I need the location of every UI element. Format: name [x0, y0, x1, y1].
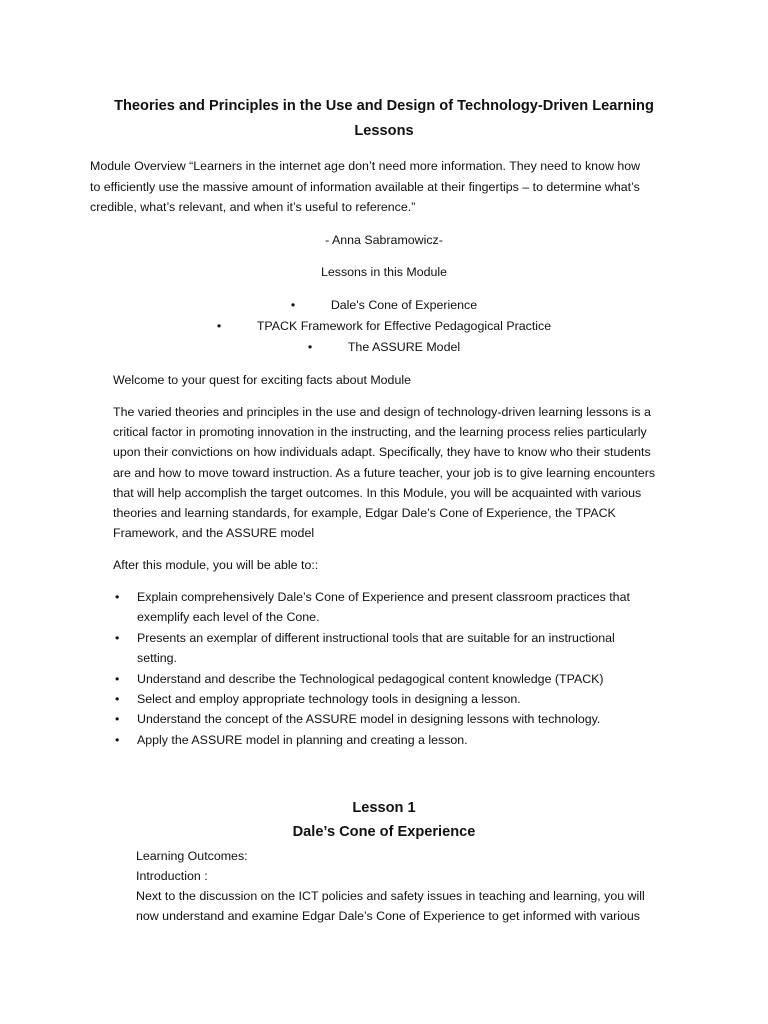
- list-item: [113, 587, 683, 628]
- title-line-1: Theories and Principles in the Use and Design of Technology-Driven Learning: [114, 98, 654, 114]
- list-item: [113, 709, 683, 729]
- bullet-icon: •: [115, 590, 120, 604]
- outcome-line-2: exemplify each level of the Cone.: [137, 610, 320, 625]
- lesson-item-label: TPACK Framework for Effective Pedagogical Practice: [256, 319, 552, 333]
- intro-line: that will help accomplish the target outcomes. In this Module, you will be acquainted with various: [113, 485, 642, 500]
- module-overview: [90, 156, 680, 218]
- overview-line-2: to efficiently use the massive amount of information available at their fingertips – to determine what’s: [90, 179, 640, 194]
- bullet-icon: •: [290, 298, 296, 312]
- introduction-label: Introduction :: [136, 869, 208, 883]
- bullet-icon: •: [115, 630, 120, 645]
- bullet-icon: •: [115, 712, 120, 727]
- list-item: [113, 669, 683, 689]
- bullet-icon: •: [216, 319, 222, 333]
- lesson-number: Lesson 1: [352, 800, 416, 816]
- lesson-body-line: Next to the discussion on the ICT policies and safety issues in teaching and learning, you will: [136, 889, 645, 903]
- title-line-2: Lessons: [354, 123, 414, 139]
- bullet-icon: •: [115, 671, 120, 686]
- list-item: [113, 730, 683, 750]
- lesson-body-line: now understand and examine Edgar Dale’s Cone of Experience to get informed with various: [136, 909, 640, 923]
- outcome-line-1: Understand and describe the Technological pedagogical content knowledge (TPACK): [137, 671, 604, 686]
- outcome-line-1: Presents an exemplar of different instructional tools that are suitable for an instructional: [137, 630, 615, 645]
- lesson-title: Dale’s Cone of Experience: [292, 824, 476, 840]
- lesson-body: [136, 846, 676, 926]
- list-item: [90, 337, 678, 358]
- list-item: [90, 295, 678, 316]
- outcomes-list: [113, 587, 683, 750]
- outcome-line-1: Understand the concept of the ASSURE model in designing lessons with technology.: [137, 712, 601, 727]
- document-title: [90, 94, 678, 144]
- lesson-item-label: Dale's Cone of Experience: [330, 298, 478, 312]
- quote-author: - Anna Sabramowicz-: [325, 233, 443, 247]
- overview-line-3: credible, what’s relevant, and when it’s useful to reference.”: [90, 200, 416, 214]
- outcome-line-1: Apply the ASSURE model in planning and creating a lesson.: [137, 732, 468, 747]
- outcome-line-1: Select and employ appropriate technology tools in designing a lesson.: [137, 692, 521, 707]
- after-module-text: After this module, you will be able to::: [113, 558, 319, 572]
- bullet-icon: •: [115, 692, 120, 707]
- outcome-line-2: setting.: [137, 651, 177, 666]
- intro-paragraph: [113, 402, 678, 543]
- intro-line: theories and learning standards, for example, Edgar Dale’s Cone of Experience, the TPACK: [113, 506, 616, 521]
- lesson-item-label: The ASSURE Model: [347, 340, 461, 354]
- intro-line: upon their convictions on how individuals adapt. Specifically, they have to know who their students: [113, 445, 651, 460]
- bullet-icon: •: [115, 732, 120, 747]
- welcome-text: Welcome to your quest for exciting facts about Module: [113, 373, 411, 387]
- list-item: [90, 316, 678, 337]
- intro-line: are and how to move toward instruction. As a future teacher, your job is to give learning encounters: [113, 465, 656, 480]
- overview-line-1: Module Overview “Learners in the internet age don’t need more information. They need to know how: [90, 159, 641, 173]
- bullet-icon: •: [307, 340, 313, 354]
- learning-outcomes-label: Learning Outcomes:: [136, 849, 248, 863]
- intro-line: The varied theories and principles in the use and design of technology-driven learning lessons is a: [113, 405, 651, 419]
- list-item: [113, 628, 683, 669]
- lessons-list: [90, 295, 678, 358]
- intro-line: Framework, and the ASSURE model: [113, 526, 315, 541]
- outcome-line-1: Explain comprehensively Dale’s Cone of Experience and present classroom practices that: [137, 590, 630, 604]
- intro-line: critical factor in promoting innovation in the instructing, and the learning process relies particularly: [113, 425, 647, 440]
- list-item: [113, 689, 683, 709]
- lessons-heading: Lessons in this Module: [320, 265, 448, 279]
